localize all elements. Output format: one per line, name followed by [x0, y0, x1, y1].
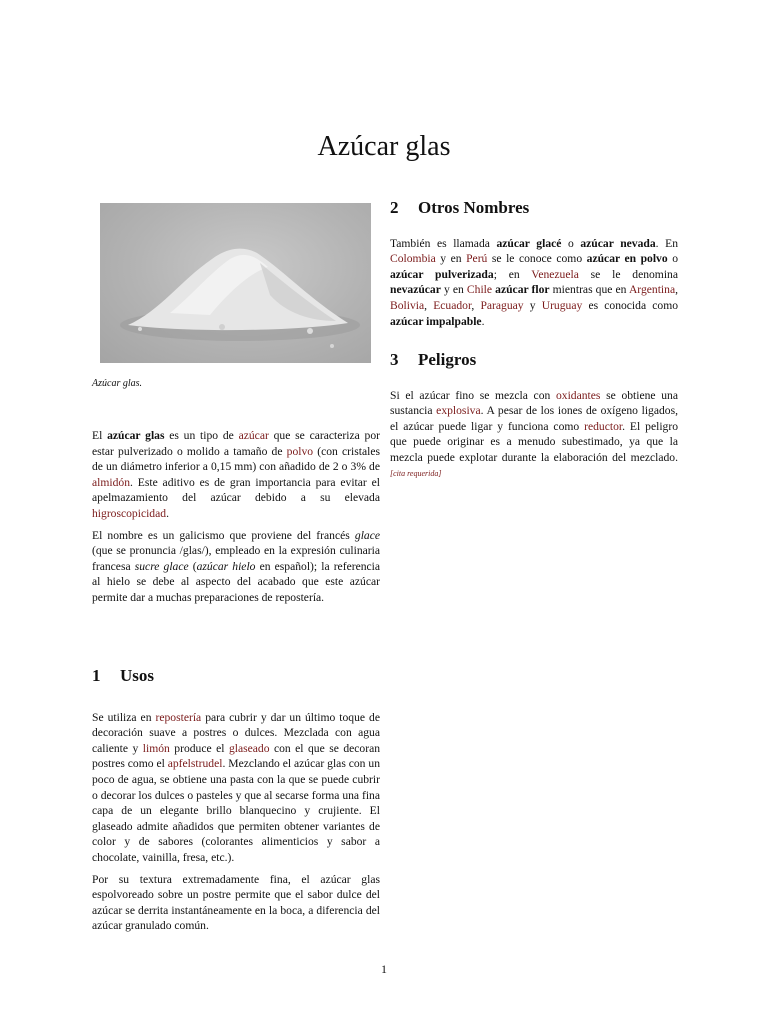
- section-heading-otros-nombres: 2 Otros Nombres: [390, 198, 530, 217]
- intro-section: [92, 428, 380, 612]
- usos-paragraph-1: Se utiliza en repostería para cubrir y dar un último toque de decoración suave a postres o dulces. Mezclada con agua caliente y limón produce el glaseado con el que se decoran postres como el apfelstrudel. Mezclando el azúcar glas con un poco de agua, se obtiene una pasta con la que se puede cubrir o decorar los dulces o pasteles y que al secarse forma una fina capa de un elegante brillo blanquecino y crujiente. El glaseado admite añadidos que permiten obtener variantes de color y de sabores (colorantes alimenticios y sabor a chocolate, vainilla, fresa, etc.).: [92, 710, 381, 864]
- otros-nombres-section: [390, 200, 678, 335]
- intro-paragraph-1: El azúcar glas es un tipo de azúcar que se caracteriza por estar pulverizado o molido a tamaño de polvo (con cristales de un diámetro inferior a 0,15 mm) con añadido de 2 o 3% de almidón. Este aditivo es de gran importancia para evitar el apelmazamiento del azúcar debido a su elevada higroscopicidad.: [92, 429, 380, 520]
- link-higroscopicidad[interactable]: higroscopicidad: [92, 506, 167, 520]
- link-polvo[interactable]: polvo: [286, 444, 314, 458]
- link-venezuela[interactable]: Venezuela: [531, 267, 579, 281]
- link-almidon[interactable]: almidón: [92, 475, 130, 489]
- peligros-paragraph: Si el azúcar fino se mezcla con oxidantes se obtiene una sustancia explosiva. A pesar de los iones de oxígeno ligados, el azúcar puede ligar y funciona como reductor. El peligro que puede originar es a menudo subestimado, ya que la mezcla puede explotar durante la elaboración del mezclado.[cita requerida]: [390, 388, 679, 478]
- page-title: Azúcar glas: [317, 130, 451, 162]
- link-azucar[interactable]: azúcar: [238, 429, 269, 442]
- usos-section: [92, 668, 380, 940]
- link-limon[interactable]: limón: [142, 741, 170, 755]
- citation-needed-link[interactable]: [cita requerida]: [390, 468, 442, 478]
- link-apfelstrudel[interactable]: apfelstrudel: [167, 757, 223, 771]
- link-reposteria[interactable]: repostería: [155, 710, 202, 724]
- otros-nombres-paragraph: También es llamada azúcar glacé o azúcar nevada. En Colombia y en Perú se le conoce como azúcar en polvo o azúcar pulverizada; en Venezuela se le denomina nevazúcar y en Chile azúcar flor mientras que en Argentina, Bolivia, Ecuador, Paraguay y Uruguay es conocida como azúcar impalpable.: [390, 236, 679, 328]
- link-reductor[interactable]: reductor: [584, 419, 623, 433]
- usos-paragraph-2: Por su textura extremadamente fina, el azúcar glas espolvoreado sobre un postre permite que el sabor dulce del azúcar se derrita instantáneamente en la boca, a diferencia del azúcar granulado común.: [92, 872, 380, 933]
- link-ecuador[interactable]: Ecuador: [433, 298, 472, 312]
- section-heading-peligros: 3 Peligros: [390, 350, 477, 369]
- link-colombia[interactable]: Colombia: [390, 252, 436, 266]
- figure-caption: Azúcar glas.: [92, 378, 142, 389]
- intro-paragraph-2: El nombre es un galicismo que proviene del francés glace (que se pronuncia /glas/), empleado en la expresión culinaria francesa sucre glace (azúcar hielo en español); la referencia al hielo se debe al aspecto del acabado que este azúcar permite dar a muchas preparaciones de repostería.: [92, 528, 381, 604]
- link-chile[interactable]: Chile: [466, 283, 493, 297]
- link-glaseado[interactable]: glaseado: [228, 741, 270, 755]
- sugar-pile-illustration: [100, 203, 371, 363]
- section-heading-usos: 1 Usos: [92, 666, 155, 685]
- link-oxidantes[interactable]: oxidantes: [555, 388, 601, 402]
- sugar-photo: [100, 203, 371, 363]
- link-explosiva[interactable]: explosiva: [436, 404, 481, 418]
- peligros-section: [390, 352, 678, 491]
- page-number: 1: [381, 962, 387, 976]
- link-argentina[interactable]: Argentina: [628, 283, 676, 297]
- link-uruguay[interactable]: Uruguay: [541, 298, 583, 312]
- link-bolivia[interactable]: Bolivia: [390, 298, 425, 312]
- link-peru[interactable]: Perú: [466, 252, 488, 266]
- link-paraguay[interactable]: Paraguay: [480, 298, 524, 312]
